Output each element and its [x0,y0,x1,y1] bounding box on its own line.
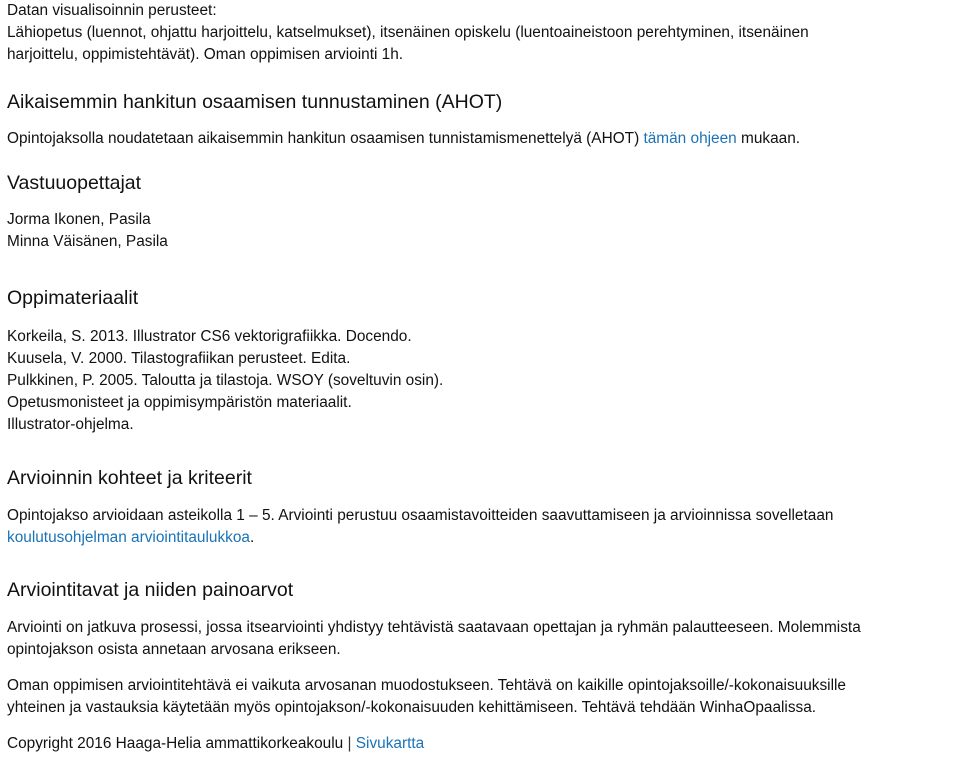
footer-separator: | [347,735,352,752]
methods-p2-line-2: yhteinen ja vastauksia käytetään myös opintojakson/-kokonaisuuden kehittämiseen. Tehtävä tehdään WinhaOpaalissa. [7,699,817,716]
intro-line-2: Lähiopetus (luennot, ohjattu harjoittelu, katselmukset), itsenäinen opiskelu (luentoaineistoon perehtyminen, itsenäinen [7,24,809,41]
teachers-list [7,209,960,253]
criteria-section [7,466,960,549]
methods-p1-line-2: opintojakson osista annetaan arvosana erikseen. [7,641,341,658]
material-item: Illustrator-ohjelma. [7,416,134,433]
methods-p1-line-1: Arviointi on jatkuva prosessi, jossa itsearviointi yhdistyy tehtävistä saatavaan opettajan ja ryhmän palautteeseen. Molemmista [7,619,861,636]
ahot-text-after: mukaan. [736,130,801,147]
sitemap-link[interactable]: Sivukartta [355,735,425,752]
materials-heading: Oppimateriaalit [7,287,139,309]
material-item: Pulkkinen, P. 2005. Taloutta ja tilastoja. WSOY (soveltuvin osin). [7,372,444,389]
copyright-text: Copyright 2016 Haaga-Helia ammattikorkeakoulu [7,735,344,752]
material-item: Kuusela, V. 2000. Tilastografiikan perusteet. Edita. [7,350,351,367]
teachers-heading: Vastuuopettajat [7,172,142,194]
methods-p2-line-1: Oman oppimisen arviointitehtävä ei vaikuta arvosanan muodostukseen. Tehtävä on kaikille opintojaksoille/-kokonaisuuksille [7,677,846,694]
footer-line [7,733,960,755]
material-item: Opetusmonisteet ja oppimisympäristön materiaalit. [7,394,352,411]
materials-section [7,286,960,436]
assessment-table-link[interactable]: koulutusohjelman arviointitaulukkoa [7,529,250,546]
teachers-section [7,171,960,253]
ahot-section [7,90,960,150]
materials-list [7,326,960,436]
intro-section [7,0,960,66]
criteria-period: . [249,529,255,546]
methods-heading: Arviointitavat ja niiden painoarvot [7,579,294,601]
ahot-text [7,128,960,150]
criteria-heading: Arvioinnin kohteet ja kriteerit [7,467,252,489]
material-item: Korkeila, S. 2013. Illustrator CS6 vektorigrafiikka. Docendo. [7,328,412,345]
criteria-line-2 [7,527,960,549]
methods-section [7,578,960,719]
footer [7,733,960,755]
teacher-item: Jorma Ikonen, Pasila [7,211,151,228]
ahot-text-before: Opintojaksolla noudatetaan aikaisemmin hankitun osaamisen tunnistamismenettelyä (AHOT) [7,130,644,147]
ahot-heading: Aikaisemmin hankitun osaamisen tunnustaminen (AHOT) [7,91,503,113]
criteria-line-1: Opintojakso arvioidaan asteikolla 1 – 5. Arviointi perustuu osaamistavoitteiden saavuttamiseen ja arvioinnissa sovelletaan [7,507,834,524]
ahot-guide-link[interactable]: tämän ohjeen [643,130,737,147]
teacher-item: Minna Väisänen, Pasila [7,233,168,250]
intro-line-1: Datan visualisoinnin perusteet: [7,2,217,19]
intro-line-3: harjoittelu, oppimistehtävät). Oman oppimisen arviointi 1h. [7,46,404,63]
